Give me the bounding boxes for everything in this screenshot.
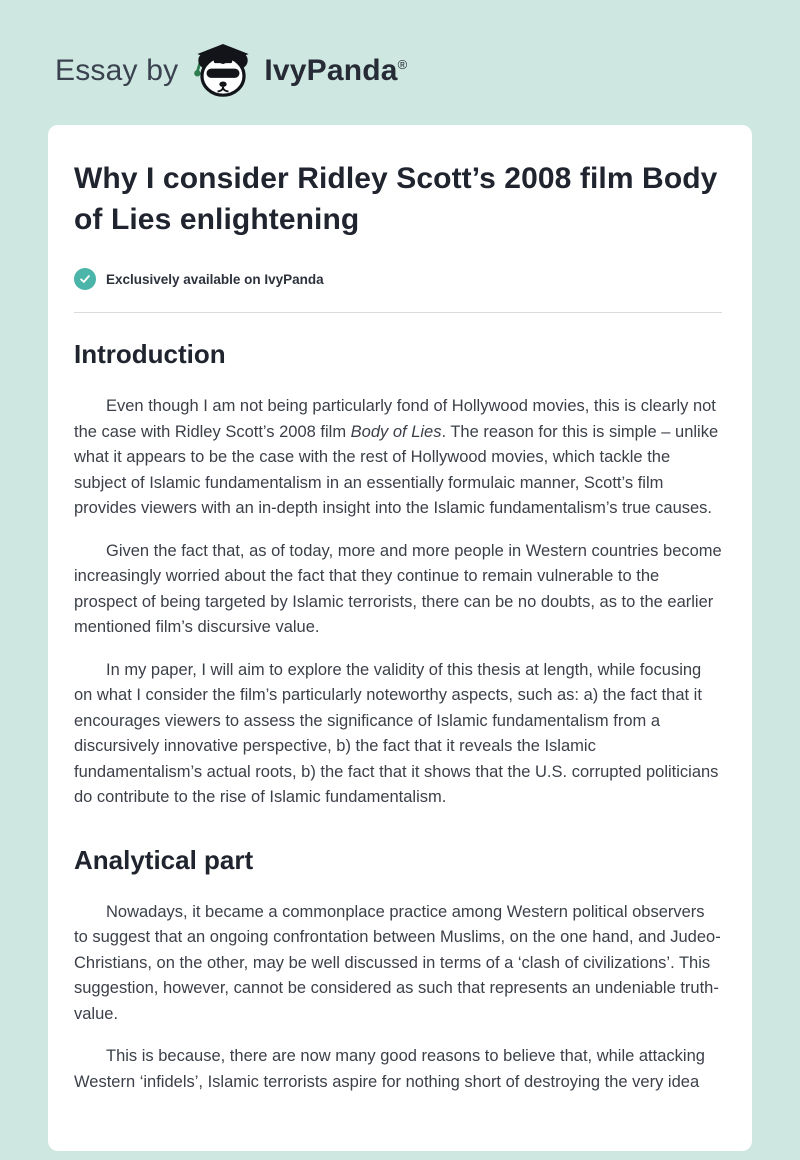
intro-paragraph-1 bbox=[74, 394, 722, 522]
check-icon bbox=[74, 268, 96, 290]
intro-paragraph-3: In my paper, I will aim to explore the validity of this thesis at length, while focusing on what I consider the film’s particularly noteworthy aspects, such as: a) the fact that it encourages viewers to assess the significance of Islamic fundamentalism from a discursively innovative perspective, b) the fact that it reveals the Islamic fundamentalism’s actual roots, b) the fact that it shows that the U.S. corrupted politicians do contribute to the rise of Islamic fundamentalism. bbox=[74, 660, 719, 806]
section-heading-introduction: Introduction bbox=[74, 339, 226, 369]
analytical-paragraph-1: Nowadays, it became a commonplace practice among Western political observers to suggest that an ongoing confrontation between Muslims, on the one hand, and Judeo-Christians, on the other, may be well discussed in terms of a ‘clash of civilizations’. This suggestion, however, cannot be considered as such that represents an undeniable truth-value. bbox=[74, 902, 721, 1023]
section-heading-analytical: Analytical part bbox=[74, 844, 254, 875]
intro-paragraph-2: Given the fact that, as of today, more and more people in Western countries become increasingly worried about the fact that they continue to remain vulnerable to the prospect of being targeted by Islamic terrorists, there can be no doubts, as to the earlier mentioned film’s discursive value. bbox=[74, 541, 722, 636]
page-title: Why I consider Ridley Scott’s 2008 film Body of Lies enlightening bbox=[74, 162, 718, 236]
analytical-paragraph-2: This is because, there are now many good reasons to believe that, while attacking Western ‘infidels’, Islamic terrorists aspire for nothing short of destroying the very idea bbox=[74, 1047, 705, 1091]
divider bbox=[74, 312, 722, 313]
panda-graduate-icon bbox=[191, 42, 255, 99]
brand-text: IvyPanda bbox=[264, 53, 398, 87]
site-header bbox=[0, 0, 800, 125]
brand-logo bbox=[191, 42, 407, 99]
intro-paragraph-1-continued: . The reason for this is simple – unlike what it appears to be the case with the rest of Hollywood movies, which tackle the subject of Islamic fundamentalism in an essentially formulaic manner, Scott’s film provides viewers with an in-depth insight into the Islamic fundamentalism’s true causes. bbox=[74, 422, 719, 517]
brand-name bbox=[264, 54, 407, 88]
registered-mark: ® bbox=[397, 56, 408, 72]
intro-paragraph-1-text: Even though I am not being particularly fond of Hollywood movies, this is clearly not the case with Ridley Scott’s 2008 film bbox=[74, 397, 716, 441]
essay-card bbox=[48, 125, 752, 1151]
availability-badge bbox=[74, 268, 722, 290]
availability-label: Exclusively available on IvyPanda bbox=[106, 271, 324, 287]
essay-by-label: Essay by bbox=[55, 53, 179, 87]
film-title-italic: Body of Lies bbox=[350, 422, 442, 441]
